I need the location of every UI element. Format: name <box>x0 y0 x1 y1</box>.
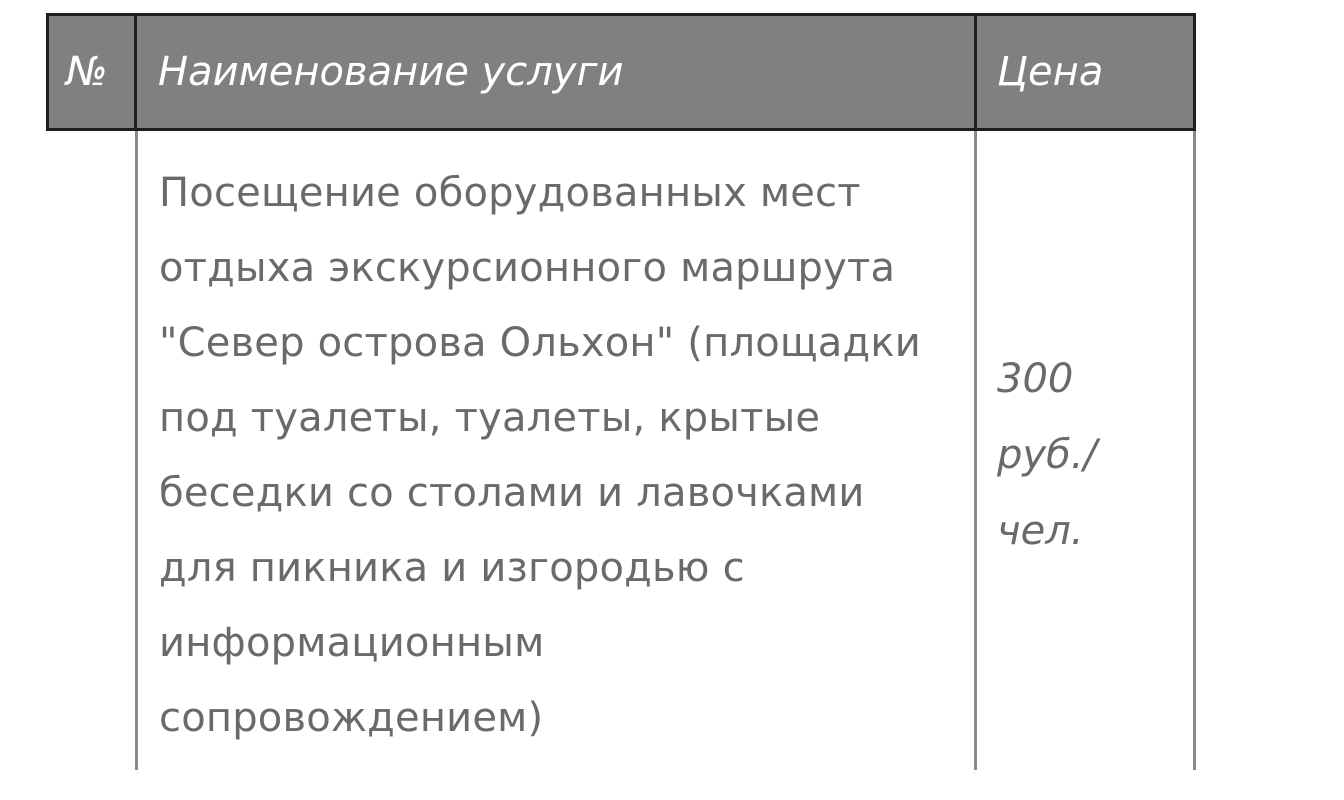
service-line: "Север острова Ольхон" (площадки <box>159 320 921 366</box>
service-line: сопровождением) <box>159 695 544 741</box>
service-description-cell <box>159 156 959 756</box>
service-line: Посещение оборудованных мест <box>159 170 861 216</box>
service-line: под туалеты, туалеты, крытые <box>159 395 821 441</box>
header-service: Наименование услуги <box>158 49 624 95</box>
price-cell <box>997 341 1097 569</box>
price-amount: 300 <box>997 356 1074 402</box>
body-divider-2 <box>974 131 977 770</box>
header-divider-2 <box>974 13 977 131</box>
header-number: № <box>66 49 108 95</box>
service-line: отдыха экскурсионного маршрута <box>159 245 896 291</box>
service-line: информационным <box>159 620 545 666</box>
price-per: чел. <box>997 508 1084 554</box>
header-divider-1 <box>134 13 137 131</box>
body-divider-1 <box>135 131 138 770</box>
header-price: Цена <box>997 49 1104 95</box>
price-table <box>46 13 1196 770</box>
service-line: для пикника и изгородью с <box>159 545 745 591</box>
price-unit: руб./ <box>997 432 1097 478</box>
service-line: беседки со столами и лавочками <box>159 470 865 516</box>
body-divider-right <box>1193 131 1196 770</box>
